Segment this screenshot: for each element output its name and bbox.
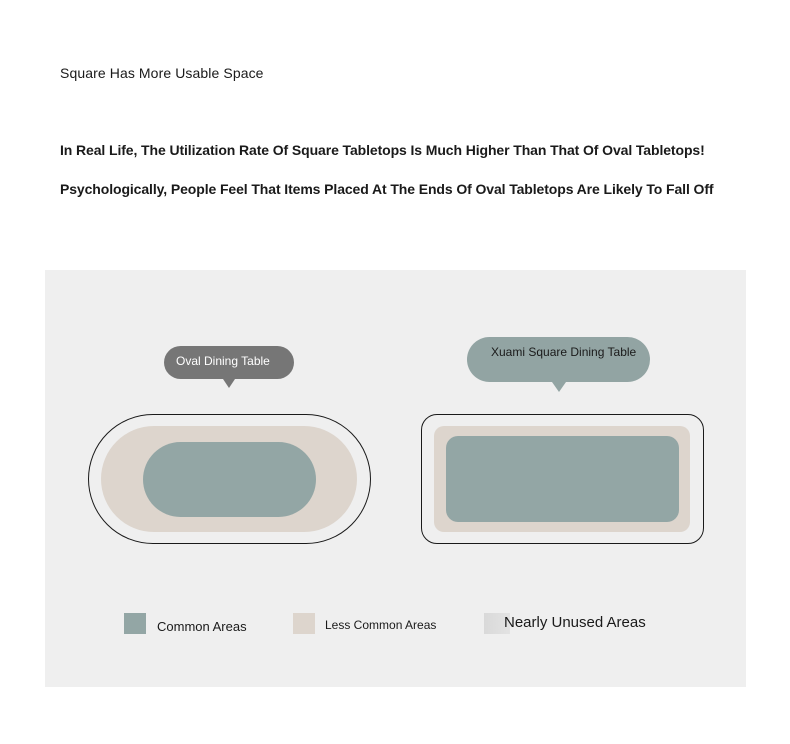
oval-common-area xyxy=(143,442,316,517)
legend-common-label: Common Areas xyxy=(157,619,247,634)
legend-less-common-swatch xyxy=(293,613,315,634)
utilization-statement: In Real Life, The Utilization Rate Of Square Tabletops Is Much Higher Than That Of Oval Tabletops! xyxy=(60,142,705,158)
square-table-label: Xuami Square Dining Table xyxy=(467,337,650,382)
legend-common-swatch xyxy=(124,613,146,634)
legend-unused-label: Nearly Unused Areas xyxy=(504,614,646,631)
comparison-panel xyxy=(45,270,746,687)
page-title: Square Has More Usable Space xyxy=(60,65,264,81)
legend-less-common-label: Less Common Areas xyxy=(325,618,437,632)
psychology-statement: Psychologically, People Feel That Items Placed At The Ends Of Oval Tabletops Are Likely To Fall Off xyxy=(60,181,714,197)
square-common-area xyxy=(446,436,679,522)
oval-table-label: Oval Dining Table xyxy=(164,346,294,379)
